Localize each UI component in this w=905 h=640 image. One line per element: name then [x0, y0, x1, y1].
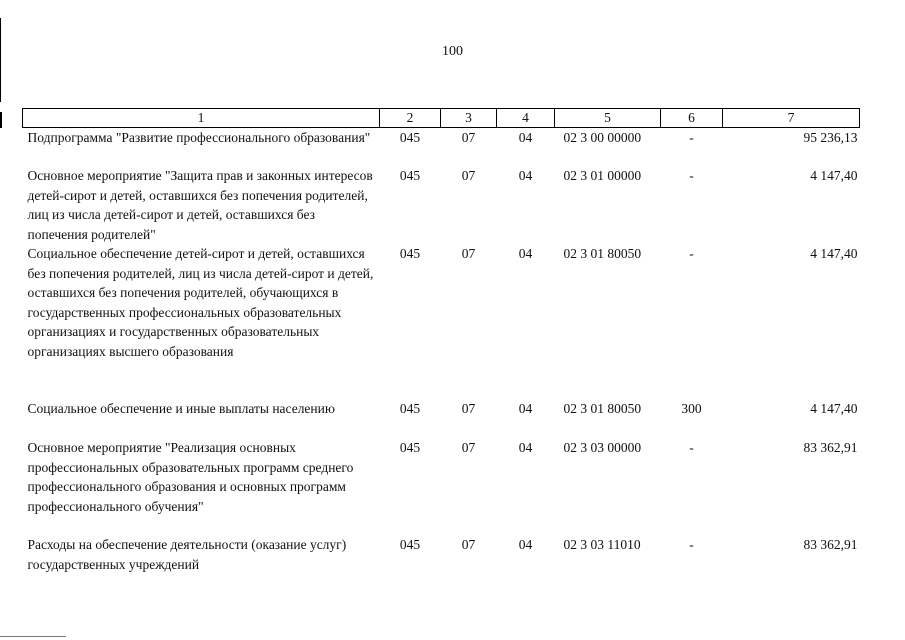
- row-target-article: 02 3 03 11010: [563, 537, 641, 552]
- row-amount: 95 236,13: [803, 130, 858, 145]
- row-name: Основное мероприятие "Защита прав и законных интересов детей-сирот и детей, оставшихся без попечения родителей, лиц из числа детей-сирот и детей, оставшихся без попечения родителей": [27, 168, 373, 242]
- row-expense-type: -: [689, 130, 694, 145]
- row-grbs: 045: [399, 246, 421, 261]
- row-subsection: 04: [518, 440, 533, 455]
- column-header-target-article: 5: [555, 109, 661, 128]
- row-section: 07: [461, 440, 476, 455]
- row-name: Социальное обеспечение и иные выплаты населению: [27, 401, 335, 416]
- row-section: 07: [461, 130, 476, 145]
- row-section: 07: [461, 401, 476, 416]
- column-header-subsection: 4: [497, 109, 555, 128]
- column-header-name: 1: [23, 109, 380, 128]
- column-header-grbs: 2: [380, 109, 441, 128]
- table-header-row: [23, 109, 860, 128]
- row-amount: 4 147,40: [810, 246, 858, 261]
- row-subsection: 04: [518, 401, 533, 416]
- row-grbs: 045: [399, 440, 421, 455]
- bottom-edge-line: [0, 636, 66, 637]
- row-amount: 4 147,40: [810, 168, 858, 183]
- row-name: Основное мероприятие "Реализация основных профессиональных образовательных программ среднего профессионального образования и основных программ профессионального обучения": [27, 440, 354, 514]
- table-row: [23, 244, 860, 399]
- left-edge-line: [0, 18, 1, 102]
- column-header-expense-type: 6: [661, 109, 723, 128]
- budget-table: [22, 108, 860, 595]
- row-amount: 83 362,91: [803, 440, 858, 455]
- row-expense-type: -: [689, 168, 694, 183]
- row-expense-type: -: [689, 246, 694, 261]
- row-section: 07: [461, 168, 476, 183]
- row-subsection: 04: [518, 130, 533, 145]
- row-section: 07: [461, 246, 476, 261]
- column-header-section: 3: [441, 109, 497, 128]
- column-header-amount: 7: [723, 109, 860, 128]
- row-target-article: 02 3 01 80050: [563, 246, 642, 261]
- row-name: Подпрограмма "Развитие профессионального образования": [27, 130, 371, 145]
- row-amount: 83 362,91: [803, 537, 858, 552]
- row-target-article: 02 3 01 00000: [563, 168, 642, 183]
- table-row: [23, 399, 860, 438]
- row-amount: 4 147,40: [810, 401, 858, 416]
- row-section: 07: [461, 537, 476, 552]
- table-row: [23, 535, 860, 595]
- row-target-article: 02 3 03 00000: [563, 440, 642, 455]
- row-subsection: 04: [518, 168, 533, 183]
- row-expense-type: -: [689, 440, 694, 455]
- row-target-article: 02 3 01 80050: [563, 401, 642, 416]
- table-row: [23, 128, 860, 167]
- row-expense-type: -: [689, 537, 694, 552]
- row-name: Социальное обеспечение детей-сирот и детей, оставшихся без попечения родителей, лиц из числа детей-сирот и детей, оставшихся без попечения родителей, обучающихся в государственных профессиональных образовательных организациях и государственных образовательных организациях высшего образования: [27, 246, 374, 359]
- row-subsection: 04: [518, 537, 533, 552]
- table-row: [23, 166, 860, 244]
- row-target-article: 02 3 00 00000: [563, 130, 642, 145]
- table-row: [23, 438, 860, 535]
- row-grbs: 045: [399, 130, 421, 145]
- row-name: Расходы на обеспечение деятельности (оказание услуг) государственных учреждений: [27, 537, 347, 572]
- row-grbs: 045: [399, 168, 421, 183]
- row-grbs: 045: [399, 537, 421, 552]
- row-grbs: 045: [399, 401, 421, 416]
- page-number: 100: [442, 44, 463, 59]
- left-edge-mark: [0, 112, 2, 128]
- row-expense-type: 300: [681, 401, 702, 416]
- row-subsection: 04: [518, 246, 533, 261]
